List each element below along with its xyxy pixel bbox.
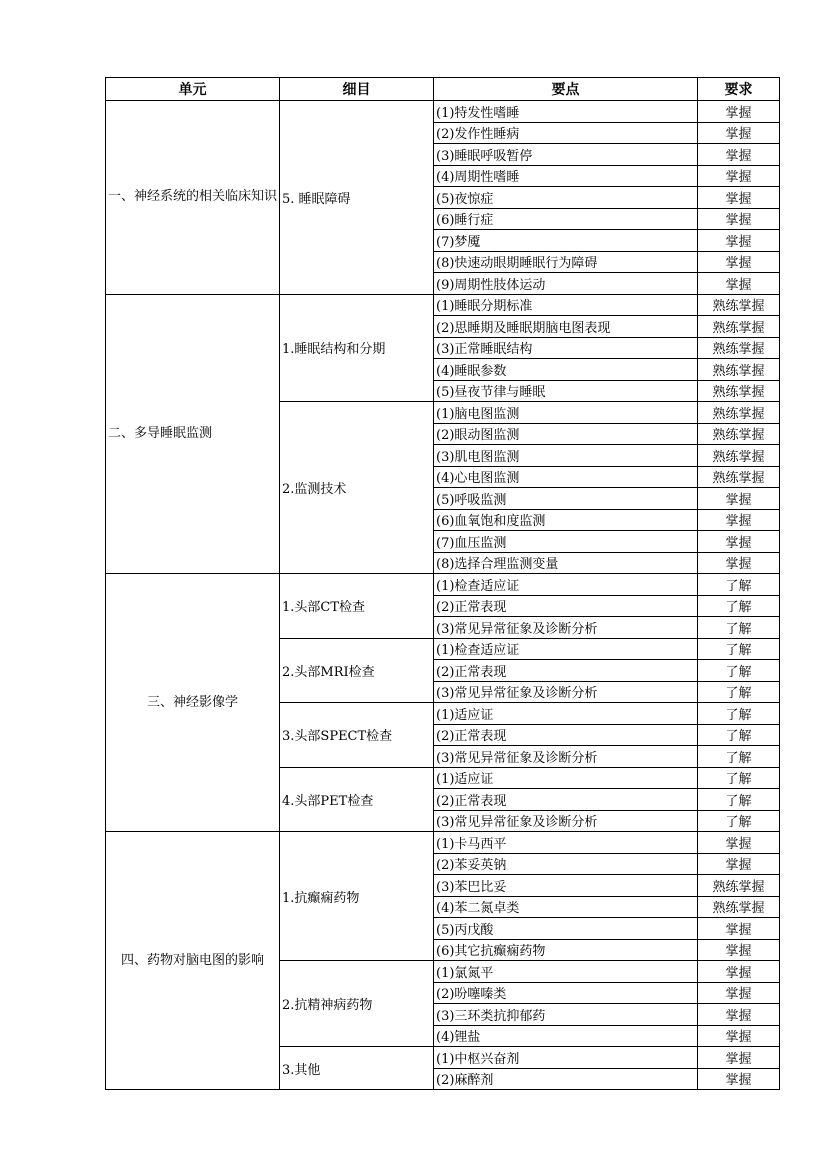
point-cell: (4)锂盐 bbox=[434, 1025, 698, 1047]
point-cell: (2)正常表现 bbox=[434, 789, 698, 811]
topic-cell: 1.睡眠结构和分期 bbox=[280, 294, 434, 402]
topic-cell: 3.其他 bbox=[280, 1047, 434, 1090]
table-row bbox=[106, 574, 780, 596]
unit-cell: 二、多导睡眠监测 bbox=[106, 294, 280, 574]
requirement-cell: 了解 bbox=[698, 660, 780, 682]
requirement-cell: 掌握 bbox=[698, 918, 780, 940]
requirement-cell: 了解 bbox=[698, 595, 780, 617]
point-cell: (2)麻醉剂 bbox=[434, 1068, 698, 1090]
point-cell: (2)正常表现 bbox=[434, 660, 698, 682]
requirement-cell: 熟练掌握 bbox=[698, 423, 780, 445]
point-cell: (1)氯氮平 bbox=[434, 961, 698, 983]
requirement-cell: 熟练掌握 bbox=[698, 337, 780, 359]
point-cell: (2)思睡期及睡眠期脑电图表现 bbox=[434, 316, 698, 338]
requirement-cell: 了解 bbox=[698, 767, 780, 789]
requirement-cell: 了解 bbox=[698, 810, 780, 832]
point-cell: (2)苯妥英钠 bbox=[434, 853, 698, 875]
requirement-cell: 掌握 bbox=[698, 122, 780, 144]
point-cell: (4)心电图监测 bbox=[434, 466, 698, 488]
requirement-cell: 掌握 bbox=[698, 165, 780, 187]
point-cell: (2)吩噻嗪类 bbox=[434, 982, 698, 1004]
point-cell: (5)丙戊酸 bbox=[434, 918, 698, 940]
point-cell: (5)呼吸监测 bbox=[434, 488, 698, 510]
requirement-cell: 掌握 bbox=[698, 939, 780, 961]
requirement-cell: 掌握 bbox=[698, 853, 780, 875]
requirement-cell: 了解 bbox=[698, 724, 780, 746]
topic-cell: 1.头部CT检查 bbox=[280, 574, 434, 639]
requirement-cell: 了解 bbox=[698, 681, 780, 703]
point-cell: (3)常见异常征象及诊断分析 bbox=[434, 681, 698, 703]
header-row bbox=[106, 78, 780, 101]
point-cell: (4)周期性嗜睡 bbox=[434, 165, 698, 187]
requirement-cell: 熟练掌握 bbox=[698, 402, 780, 424]
point-cell: (2)正常表现 bbox=[434, 724, 698, 746]
topic-cell: 2.头部MRI检查 bbox=[280, 638, 434, 703]
requirement-cell: 掌握 bbox=[698, 230, 780, 252]
table-row bbox=[106, 832, 780, 854]
table-body bbox=[106, 101, 780, 1090]
point-cell: (3)正常睡眠结构 bbox=[434, 337, 698, 359]
requirement-cell: 掌握 bbox=[698, 1068, 780, 1090]
point-cell: (5)昼夜节律与睡眠 bbox=[434, 380, 698, 402]
requirement-cell: 掌握 bbox=[698, 101, 780, 123]
topic-cell: 5. 睡眠障碍 bbox=[280, 101, 434, 295]
requirement-cell: 掌握 bbox=[698, 982, 780, 1004]
topic-cell: 2.抗精神病药物 bbox=[280, 961, 434, 1047]
requirement-cell: 了解 bbox=[698, 703, 780, 725]
table-row bbox=[106, 101, 780, 123]
point-cell: (3)三环类抗抑郁药 bbox=[434, 1004, 698, 1026]
point-cell: (2)眼动图监测 bbox=[434, 423, 698, 445]
point-cell: (1)特发性嗜睡 bbox=[434, 101, 698, 123]
requirement-cell: 掌握 bbox=[698, 531, 780, 553]
point-cell: (6)其它抗癫痫药物 bbox=[434, 939, 698, 961]
requirement-cell: 了解 bbox=[698, 789, 780, 811]
point-cell: (6)睡行症 bbox=[434, 208, 698, 230]
requirement-cell: 掌握 bbox=[698, 273, 780, 295]
point-cell: (1)脑电图监测 bbox=[434, 402, 698, 424]
point-cell: (3)睡眠呼吸暂停 bbox=[434, 144, 698, 166]
point-cell: (3)常见异常征象及诊断分析 bbox=[434, 746, 698, 768]
requirement-cell: 掌握 bbox=[698, 488, 780, 510]
requirement-cell: 熟练掌握 bbox=[698, 896, 780, 918]
point-cell: (4)苯二氮卓类 bbox=[434, 896, 698, 918]
point-cell: (3)苯巴比妥 bbox=[434, 875, 698, 897]
point-cell: (1)检查适应证 bbox=[434, 638, 698, 660]
requirement-cell: 了解 bbox=[698, 574, 780, 596]
topic-cell: 2.监测技术 bbox=[280, 402, 434, 574]
requirement-cell: 熟练掌握 bbox=[698, 316, 780, 338]
point-cell: (2)发作性睡病 bbox=[434, 122, 698, 144]
point-cell: (4)睡眠参数 bbox=[434, 359, 698, 381]
requirement-cell: 掌握 bbox=[698, 208, 780, 230]
requirement-cell: 了解 bbox=[698, 617, 780, 639]
point-cell: (5)夜惊症 bbox=[434, 187, 698, 209]
point-cell: (1)睡眠分期标准 bbox=[434, 294, 698, 316]
point-cell: (1)卡马西平 bbox=[434, 832, 698, 854]
requirement-cell: 熟练掌握 bbox=[698, 380, 780, 402]
point-cell: (7)血压监测 bbox=[434, 531, 698, 553]
requirement-cell: 熟练掌握 bbox=[698, 466, 780, 488]
requirement-cell: 熟练掌握 bbox=[698, 875, 780, 897]
requirement-cell: 掌握 bbox=[698, 144, 780, 166]
requirement-cell: 掌握 bbox=[698, 1025, 780, 1047]
requirement-cell: 熟练掌握 bbox=[698, 359, 780, 381]
topic-cell: 1.抗癫痫药物 bbox=[280, 832, 434, 961]
requirement-cell: 掌握 bbox=[698, 961, 780, 983]
table-row bbox=[106, 294, 780, 316]
requirement-cell: 掌握 bbox=[698, 1047, 780, 1069]
requirement-cell: 了解 bbox=[698, 638, 780, 660]
requirement-cell: 掌握 bbox=[698, 187, 780, 209]
point-cell: (1)适应证 bbox=[434, 703, 698, 725]
header-topic: 细目 bbox=[280, 78, 434, 101]
point-cell: (6)血氧饱和度监测 bbox=[434, 509, 698, 531]
point-cell: (3)常见异常征象及诊断分析 bbox=[434, 810, 698, 832]
requirement-cell: 掌握 bbox=[698, 552, 780, 574]
header-requirement: 要求 bbox=[698, 78, 780, 101]
point-cell: (1)检查适应证 bbox=[434, 574, 698, 596]
topic-cell: 3.头部SPECT检查 bbox=[280, 703, 434, 768]
point-cell: (1)中枢兴奋剂 bbox=[434, 1047, 698, 1069]
requirement-cell: 掌握 bbox=[698, 1004, 780, 1026]
point-cell: (9)周期性肢体运动 bbox=[434, 273, 698, 295]
requirement-cell: 掌握 bbox=[698, 251, 780, 273]
requirement-cell: 熟练掌握 bbox=[698, 445, 780, 467]
point-cell: (1)适应证 bbox=[434, 767, 698, 789]
point-cell: (3)肌电图监测 bbox=[434, 445, 698, 467]
point-cell: (7)梦魇 bbox=[434, 230, 698, 252]
topic-cell: 4.头部PET检查 bbox=[280, 767, 434, 832]
point-cell: (2)正常表现 bbox=[434, 595, 698, 617]
unit-cell: 四、药物对脑电图的影响 bbox=[106, 832, 280, 1090]
requirement-cell: 掌握 bbox=[698, 832, 780, 854]
requirement-cell: 掌握 bbox=[698, 509, 780, 531]
header-unit: 单元 bbox=[106, 78, 280, 101]
point-cell: (8)快速动眼期睡眠行为障碍 bbox=[434, 251, 698, 273]
unit-cell: 一、神经系统的相关临床知识 bbox=[106, 101, 280, 295]
unit-cell: 三、神经影像学 bbox=[106, 574, 280, 832]
syllabus-table bbox=[105, 77, 780, 1090]
requirement-cell: 了解 bbox=[698, 746, 780, 768]
requirement-cell: 熟练掌握 bbox=[698, 294, 780, 316]
header-point: 要点 bbox=[434, 78, 698, 101]
point-cell: (3)常见异常征象及诊断分析 bbox=[434, 617, 698, 639]
point-cell: (8)选择合理监测变量 bbox=[434, 552, 698, 574]
